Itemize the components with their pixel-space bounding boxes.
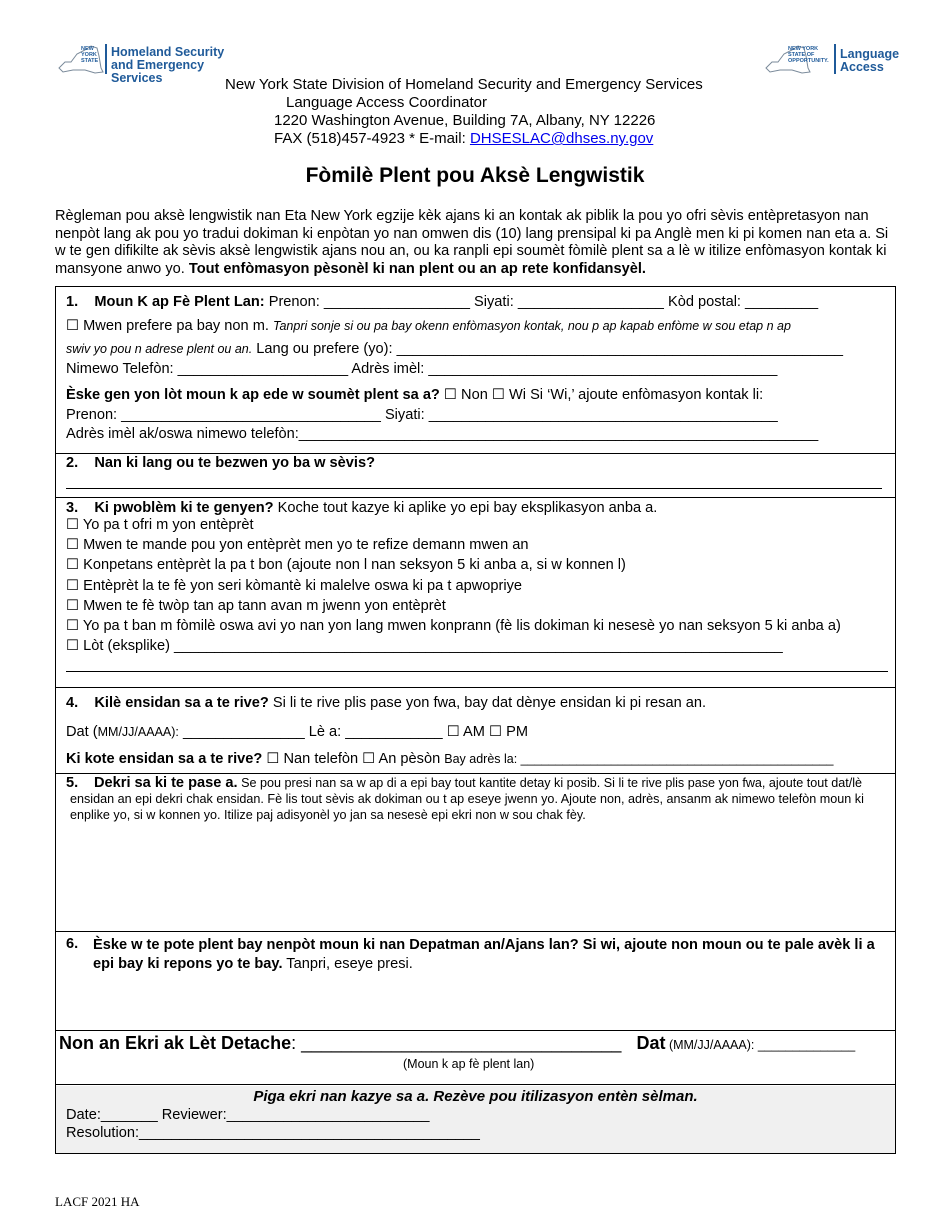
printed-name-label: Non an Ekri ak Lèt Detache (59, 1033, 292, 1053)
section-6-number-wrap (66, 936, 78, 953)
sign-date-format: (MM/JJ/AAAA): (665, 1038, 755, 1052)
description-area[interactable] (66, 827, 886, 927)
section-1-label: Moun K ap Fè Plent Lan: (94, 294, 265, 310)
anonymous-note-b: swiv yo pou n adrese plent ou an. (66, 342, 253, 356)
logo-right-line2: Access (840, 60, 884, 74)
section-4-instructions: Si li te rive plis pase yon fwa, bay dat dènye ensidan ki pi resan an. (268, 695, 707, 711)
helper-question: Èske gen yon lòt moun k ap ede w soumèt plent sa a? (66, 387, 440, 403)
logo-state-label: NEW YORK STATE (81, 46, 99, 64)
helper-options[interactable]: ☐ Non ☐ Wi Si ‘Wi,’ ajoute enfòmasyon kontak li: (439, 387, 764, 403)
section-3-row (66, 500, 657, 517)
logo-right-state-label: NEW YORK STATE OF OPPORTUNITY. (788, 46, 829, 64)
office-use-box (56, 1086, 895, 1153)
problem-option[interactable]: ☐ Mwen te mande pou yon entèprèt men yo te refize demann mwen an (66, 537, 529, 553)
divider (56, 1030, 895, 1031)
page-title: Fòmilè Plent pou Aksè Lengwistik (305, 164, 645, 187)
address-field[interactable]: Bay adrès la: _____________________________________________ (444, 752, 834, 766)
prior-complaint-area[interactable] (66, 977, 886, 1027)
preferred-language-row[interactable] (66, 341, 843, 358)
problem-option[interactable]: ☐ Mwen te fè twòp tan ap tann avan m jwenn yon entèprèt (66, 598, 446, 614)
section-6-label: Èske w te pote plent bay nenpòt moun ki nan Depatman an/Ajans lan? Si wi, ajoute non moun ou te pale avèk li a epi bay ki repons yo te bay. (93, 937, 875, 972)
divider (56, 773, 895, 774)
header-contact (274, 130, 653, 147)
helper-question-row[interactable] (66, 387, 763, 404)
anonymous-checkbox[interactable]: ☐ Mwen prefere pa bay non m. (66, 318, 273, 334)
explanation-line[interactable] (66, 671, 888, 672)
office-date-reviewer: Date:_______ Reviewer:_________________________ (66, 1107, 430, 1123)
section-6-number: 6. (66, 936, 79, 952)
header-agency: New York State Division of Homeland Security and Emergency Services (225, 76, 703, 93)
problem-option[interactable]: ☐ Konpetans entèprèt la pa t bon (ajoute non l nan seksyon 5 ki anba a, si w konnen l) (66, 557, 626, 573)
section-5-num: 5. (66, 775, 79, 791)
section-5-instructions: Se pou presi nan sa w ap di a epi bay tout kantite detay ki posib. Si li te rive plis pase yon fwa, ajoute tout dat/lè ensidan an epi dekri chak ensidan. Fè lis tout sèvis ak dokiman ou t ap eseye jwenn yo. Ajoute non, adrès, ansanm ak nimewo telefòn moun ki enplike yo, si w konnen yo. Itilize paj adisyonèl yo jan sa nesesè epi ekri non w sou chak fèy. (70, 776, 864, 822)
section-4-row (66, 695, 706, 712)
divider (56, 1084, 895, 1085)
logo-left-line2: and Emergency Services (111, 58, 205, 85)
language-access-logo (762, 40, 902, 80)
problem-option[interactable]: ☐ Entèprèt la te fè yon seri kòmantè ki malelve oswa ki pa t apwopriye (66, 578, 522, 594)
phone-email-field[interactable]: Nimewo Telefòn: _____________________ Adrès imèl: ___________________________________________ (66, 361, 778, 377)
form-code: LACF 2021 HA (55, 1194, 140, 1209)
location-options[interactable]: ☐ Nan telefòn ☐ An pèsòn (262, 751, 445, 767)
printed-name-field[interactable]: : ________________________________ (291, 1033, 622, 1053)
divider (56, 453, 895, 454)
logo-divider (105, 44, 107, 74)
anonymous-row[interactable] (66, 318, 791, 335)
date-label: Dat ( (66, 724, 98, 740)
section-1-name-row[interactable] (66, 294, 818, 311)
logo-right-line1: Language (840, 47, 900, 61)
section-3-number: 3. (66, 500, 79, 516)
printed-name-caption: (Moun k ap fè plent lan) (403, 1057, 535, 1071)
section-6-question (93, 936, 888, 974)
anonymous-note-a: Tanpri sonje si ou pa bay okenn enfòmasyon kontak, nou p ap kapab enfòme w sou etap n ap (272, 319, 791, 333)
complaint-form (55, 286, 896, 1154)
section-2-number: 2. (66, 455, 79, 471)
intro-text: Règleman pou aksè lengwistik nan Eta New York egzije kèk ajans ki an kontak ak piblik la pou yo ofri sèvis entèpretasyon nan nenpòt lang ak pou yo tradui dokiman ki enpòtan yo nan omwen dis (10) lang prensipal ki pa Anglè men ki pi komen nan eta a. Si w te gen difikilte ak sèvis aksè lengwistik ajans nou an, ou ka ranpli epi soumèt fòmilè plent sa a lè w itilize enfòmasyon kontak ki mansyone anwo yo. (55, 208, 889, 277)
logo-right-divider (834, 44, 836, 74)
sign-date-label: Dat (636, 1033, 666, 1053)
section-3-label: Ki pwoblèm ki te genyen? (94, 500, 274, 516)
helper-name-field[interactable]: Prenon: ________________________________ Siyati: ___________________________________________ (66, 407, 778, 423)
section-2-row (66, 455, 375, 472)
logo-left-line1: Homeland Security (111, 45, 225, 59)
header-address: 1220 Washington Avenue, Building 7A, Albany, NY 12226 (274, 112, 656, 129)
intro-paragraph (55, 208, 898, 278)
header-fax: FAX (518)457-4923 * E-mail: (274, 130, 470, 147)
email-link[interactable]: DHSESLAC@dhses.ny.gov (469, 130, 654, 147)
intro-confidential: Tout enfòmasyon pèsonèl ki nan plent ou an ap rete konfidansyèl. (188, 260, 646, 277)
location-question: Ki kote ensidan sa a te rive? (66, 751, 263, 767)
dhses-logo (55, 40, 235, 85)
section-5-description (70, 775, 876, 823)
sign-date-field[interactable]: ______________ (754, 1038, 856, 1052)
office-use-title: Piga ekri nan kazye sa a. Rezève pou itilizasyon entèn sèlman. (253, 1088, 698, 1105)
problem-option[interactable]: ☐ Yo pa t ban m fòmilè oswa avi yo nan yon lang mwen konprann (fè lis dokiman ki nesesè yo nan seksyon 5 ki anba a) (66, 618, 841, 634)
problem-option-other[interactable]: ☐ Lòt (eksplike) ___________________________________________________________________________ (66, 638, 783, 654)
preferred-language-field[interactable]: Lang ou prefere (yo): _______________________________________________________ (252, 341, 844, 357)
section-1-number: 1. (66, 294, 79, 310)
printed-name-row[interactable] (59, 1032, 855, 1056)
divider (56, 687, 895, 688)
name-fields[interactable]: Prenon: __________________ Siyati: __________________ Kòd postal: _________ (264, 294, 819, 310)
date-time-fields[interactable]: _______________ Lè a: ____________ ☐ AM ☐ PM (178, 724, 529, 740)
office-resolution: Resolution:__________________________________________ (66, 1125, 480, 1141)
section-4-number: 4. (66, 695, 79, 711)
section-2-label: Nan ki lang ou te bezwen yo ba w sèvis? (94, 455, 375, 471)
divider (56, 931, 895, 932)
incident-location-row[interactable] (66, 751, 834, 768)
header-coordinator: Language Access Coordinator (286, 94, 487, 111)
language-answer-line[interactable] (66, 488, 882, 489)
section-5-label: Dekri sa ki te pase a. (94, 775, 238, 791)
section-4-label: Kilè ensidan sa a te rive? (94, 695, 269, 711)
section-6-instructions: Tanpri, eseye presi. (282, 956, 413, 972)
section-3-instructions: Koche tout kazye ki aplike yo epi bay eksplikasyon anba a. (273, 500, 658, 516)
date-format: MM/JJ/AAAA): (97, 725, 179, 739)
incident-date-row[interactable] (66, 724, 528, 741)
divider (56, 497, 895, 498)
helper-contact-field[interactable]: Adrès imèl ak/oswa nimewo telefòn:________________________________________________________________ (66, 426, 819, 442)
problem-option[interactable]: ☐ Yo pa t ofri m yon entèprèt (66, 517, 254, 533)
